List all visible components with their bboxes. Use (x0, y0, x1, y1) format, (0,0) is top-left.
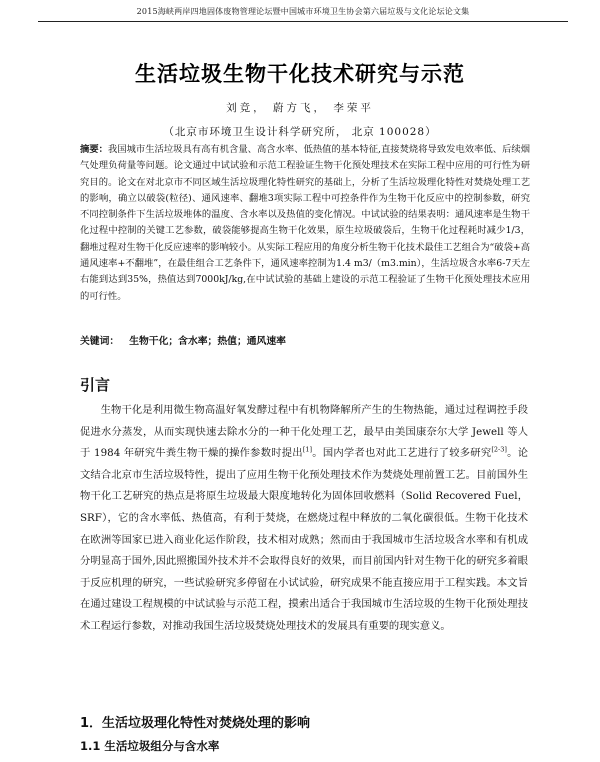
intro-paragraph (80, 400, 528, 638)
intro-text-2: 。国内学者也对此工艺进行了较多研究 (312, 447, 492, 460)
header-divider (38, 21, 568, 22)
paper-title: 生活垃圾生物干化技术研究与示范 (135, 62, 465, 86)
citation-1: [1] (302, 445, 313, 454)
section-1-1-heading: 1.1 生活垃圾组分与含水率 (80, 739, 220, 753)
keywords (80, 335, 530, 349)
paper-affiliation: （北京市环境卫生设计科学研究所， 北京 100028） (163, 126, 437, 138)
running-header: 2015海峡两岸四地固体废物管理论坛暨中国城市环境卫生协会第六届垃圾与文化论坛论文集 (136, 7, 470, 16)
keywords-label: 关键词： (80, 336, 120, 347)
abstract (80, 142, 530, 305)
abstract-text: 我国城市生活垃圾具有高有机含量、高含水率、低热值的基本特征,直接焚烧将导致发电效率低、后续烟气处理负荷量等问题。论文通过中试试验和示范工程验证生物干化预处理技术在实际工程中应用的可行性为研究目的。论文在对北京市不同区域生活垃圾理化特性研究的基础上，分析了生活垃圾理化特性对焚烧处理工艺的影响，确立以破袋(粒径)、通风速率、翻堆3项实际工程中可控条件作为生物干化反应中的控制参数，研究不同控制条件下生活垃圾堆体的温度、含水率以及热值的变化情况。中试试验的结果表明：通风速率是生物干化过程中控制的关键工艺参数，破袋能够提高生物干化效果，原生垃圾破袋后，生物干化过程耗时减少1/3， 翻堆过程对生物干化反应速率的影响较小。从实际工程应用的角度分析生物干化技术最佳工艺组合为“破袋+高通风速率+不翻堆”，在最佳组合工艺条件下，通风速率控制为1.4 m3/（m3.min），生活垃圾含水率6-7天左右能到达到35%，热值达到7000kJ/kg,在中试试验的基础上建设的示范工程验证了生物干化预处理技术应用的可行性。 (80, 144, 530, 302)
citation-2: [2-3] (491, 445, 507, 454)
intro-text-3: 。论文结合北京市生活垃圾特性，提出了应用生物干化预处理技术作为焚烧处理前置工艺。目前国外生物干化工艺研究的热点是将原生垃圾最大限度地转化为固体回收燃料（Solid Recovered Fuel，SRF），它的含水率低、热值高，有利于焚烧，在燃烧过程中释放的二氧化碳很低。生物干化技术在欧洲等国家已进入商业化运作阶段，技术相对成熟；然而由于我国城市生活垃圾含水率和有机成分明显高于国外,因此照搬国外技术并不会取得良好的效果，而目前国内针对生物干化的研究多着眼于反应机理的研究，一些试验研究多停留在小试试验，研究成果不能直接应用于工程实践。本文旨在通过建设工程规模的中试试验与示范工程，摸索出适合于我国城市生活垃圾的生物干化预处理技术工程运行参数，对推动我国生活垃圾焚烧处理技术的发展具有重要的现实意义。 (80, 447, 529, 632)
paper-authors: 刘竞， 蔚方飞， 李荣平 (226, 102, 374, 114)
section-1-heading: 1．生活垃圾理化特性对焚烧处理的影响 (80, 716, 311, 731)
intro-text-1: 生物干化是利用微生物高温好氧发酵过程中有机物降解所产生的生物热能，通过过程调控手段促进水分蒸发，从而实现快速去除水分的一种干化处理工艺，最早由美国康奈尔大学 Jewell 等人于 1984 年研究牛粪生物干燥的操作参数时提出 (80, 404, 528, 460)
abstract-label: 摘要： (80, 144, 108, 155)
intro-heading: 引言 (80, 376, 111, 394)
keywords-list: 生物干化；含水率；热值；通风速率 (129, 336, 286, 347)
